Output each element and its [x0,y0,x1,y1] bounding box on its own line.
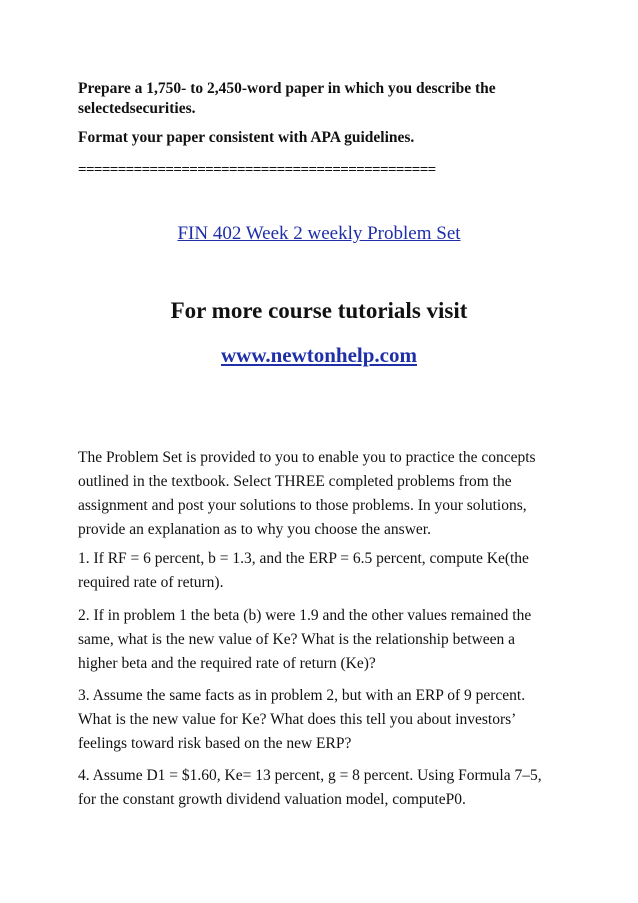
website-link[interactable]: www.newtonhelp.com [220,343,417,367]
paragraph-line: same, what is the new value of Ke? What is the relationship between a [78,631,516,648]
assignment-instruction-line: Prepare a 1,750- to 2,450-word paper in which you describe the [78,80,496,97]
problem-set-intro [78,446,570,542]
course-title-link[interactable]: FIN 402 Week 2 weekly Problem Set [177,223,461,244]
paragraph-line: outlined in the textbook. Select THREE completed problems from the [78,473,512,490]
paragraph-line: for the constant growth dividend valuation model, computeP0. [78,791,466,808]
tutorials-heading: For more course tutorials visit [170,298,468,323]
paragraph-line: 4. Assume D1 = $1.60, Ke= 13 percent, g = 8 percent. Using Formula 7–5, [78,767,542,784]
paragraph-line: 3. Assume the same facts as in problem 2, but with an ERP of 9 percent. [78,687,526,704]
paragraph-line: The Problem Set is provided to you to enable you to practice the concepts [78,449,536,466]
assignment-instruction [78,79,558,119]
paragraph-line: higher beta and the required rate of return (Ke)? [78,655,376,672]
paragraph-line: provide an explanation as to why you choose the answer. [78,521,431,538]
question-4 [78,764,570,812]
paragraph-line: 2. If in problem 1 the beta (b) were 1.9 and the other values remained the [78,607,532,624]
question-1 [78,547,570,595]
format-instruction: Format your paper consistent with APA guidelines. [78,129,415,146]
separator-line: ============================================= [78,162,436,178]
paragraph-line: required rate of return). [78,574,224,591]
paragraph-line: assignment and post your solutions to those problems. In your solutions, [78,497,527,514]
question-3 [78,684,570,756]
paragraph-line: 1. If RF = 6 percent, b = 1.3, and the ERP = 6.5 percent, compute Ke(the [78,550,529,567]
question-2 [78,604,570,676]
paragraph-line: What is the new value for Ke? What does this tell you about investors’ [78,711,517,728]
paragraph-line: feelings toward risk based on the new ERP? [78,735,352,752]
assignment-instruction-line: selectedsecurities. [78,100,196,117]
